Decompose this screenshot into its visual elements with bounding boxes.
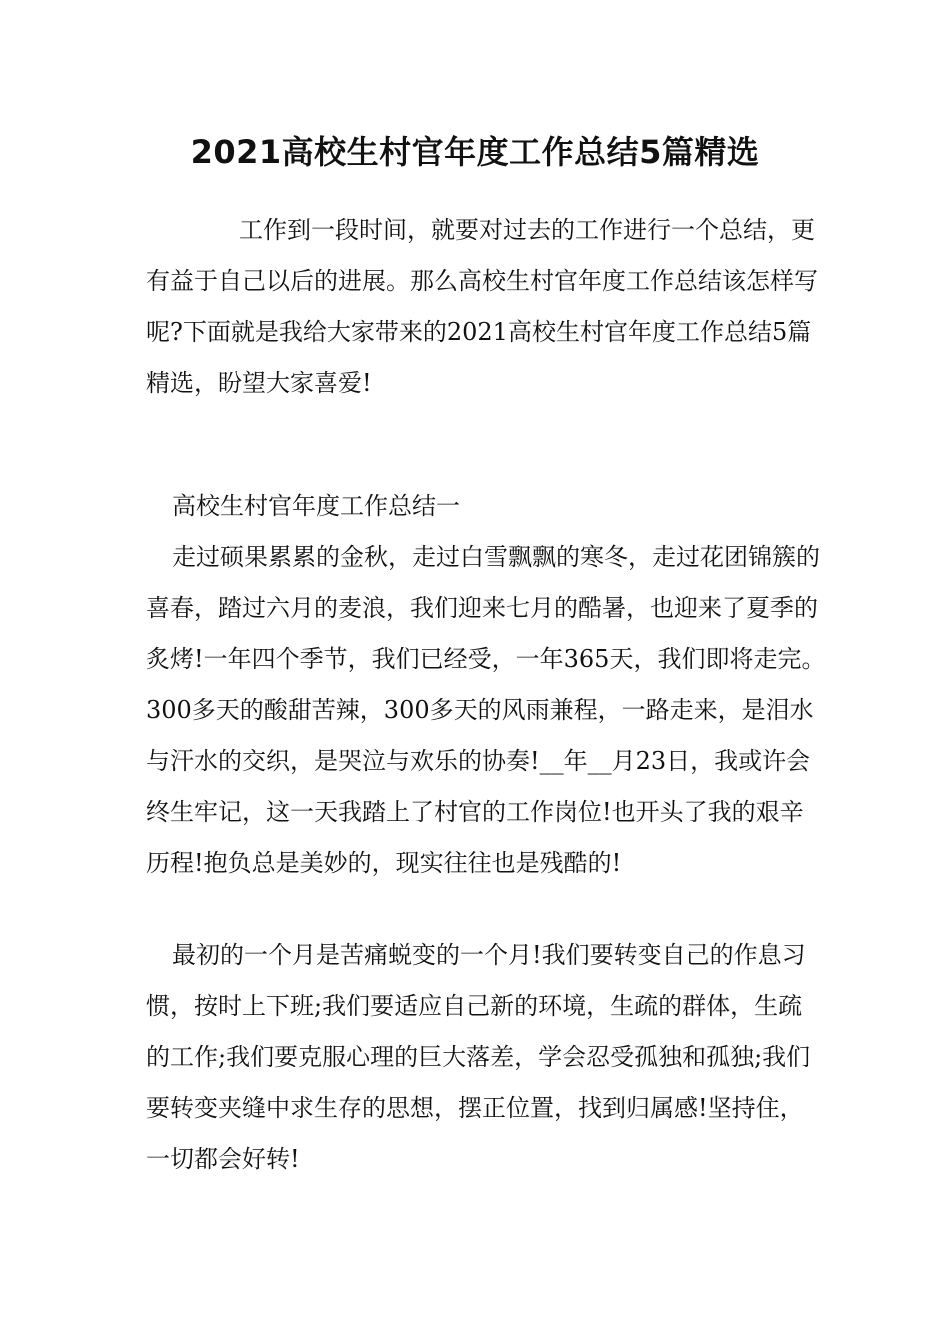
document-title: 2021高校生村官年度工作总结5篇精选	[190, 133, 760, 171]
intro-paragraph: 工作到一段时间，就要对过去的工作进行一个总结，更有益于自己以后的进展。那么高校生村官年度工作总结该怎样写呢?下面就是我给大家带来的2021高校生村官年度工作总结5篇精选，盼望大家喜爱!	[146, 216, 818, 397]
body-paragraph: 走过硕果累累的金秋，走过白雪飘飘的寒冬，走过花团锦簇的喜春，踏过六月的麦浪，我们迎来七月的酷暑，也迎来了夏季的炙烤!一年四个季节，我们已经受，一年365天，我们即将走完。300多天的酸甜苦辣，300多天的风雨兼程，一路走来，是泪水与汗水的交织，是哭泣与欢乐的协奏!__年__月23日，我或许会终生牢记，这一天我踏上了村官的工作岗位!也开头了我的艰辛历程!抱负总是美妙的，现实往往也是残酷的!	[146, 543, 826, 877]
body-paragraph: 最初的一个月是苦痛蜕变的一个月!我们要转变自己的作息习惯，按时上下班;我们要适应自己新的环境，生疏的群体，生疏的工作;我们要克服心理的巨大落差，学会忍受孤独和孤独;我们要转变夹缝中求生存的思想，摆正位置，找到归属感!坚持住，一切都会好转!	[146, 941, 811, 1173]
section-heading: 高校生村官年度工作总结一	[172, 492, 460, 520]
